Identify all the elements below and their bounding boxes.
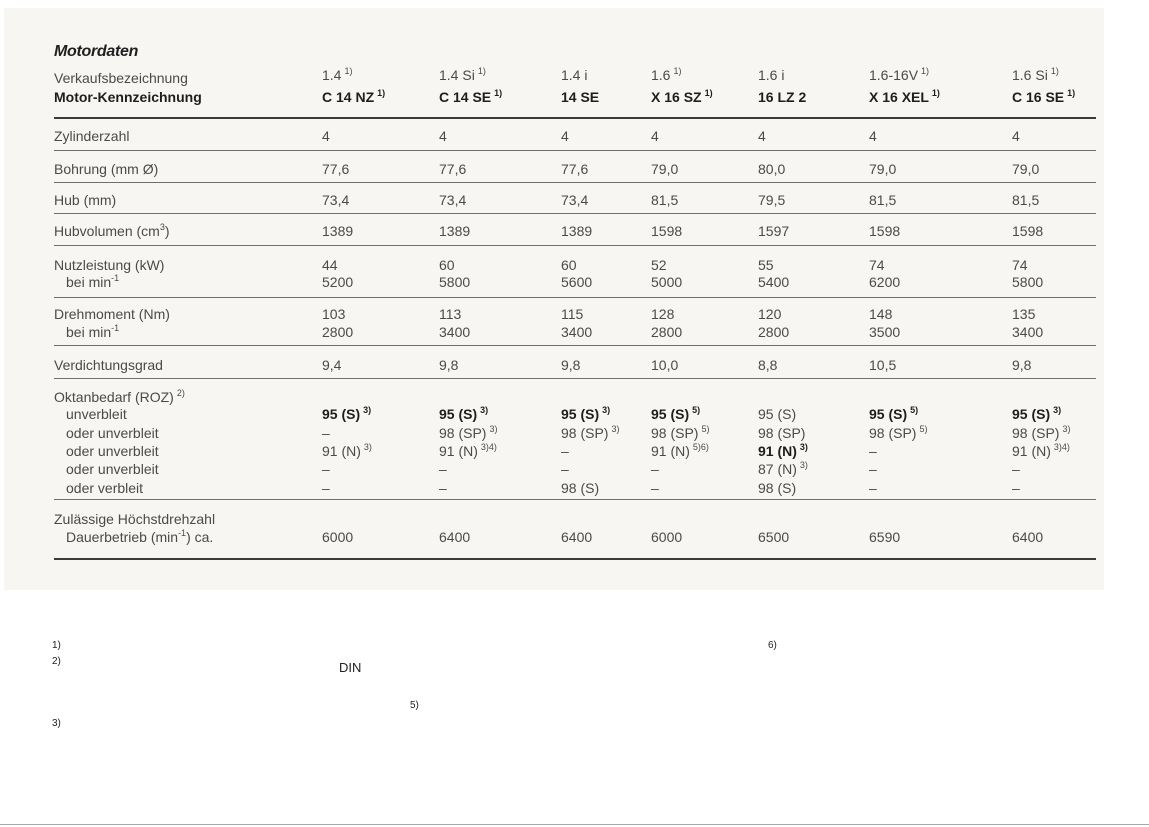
table-cell: 1598 — [869, 223, 901, 239]
row-label — [54, 356, 163, 374]
footnote-din-text: DIN — [339, 660, 362, 675]
octane-cell — [322, 460, 330, 478]
octane-cell-footnote-ref: 5) — [919, 424, 928, 434]
table-cell: 81,5 — [651, 192, 679, 208]
octane-label-footnote-ref: 2) — [176, 388, 185, 398]
table-cell: 79,0 — [1012, 161, 1040, 177]
table-cell: 6000 — [651, 529, 683, 545]
table-cell: 44 — [322, 257, 338, 273]
rpm-label: Zulässige Höchstdrehzahl — [54, 511, 216, 527]
column-engine-code-text: C 14 NZ — [322, 89, 375, 105]
octane-label-text: Oktanbedarf (ROZ) — [54, 389, 174, 405]
octane-cell-text: – — [1012, 480, 1020, 496]
row-label — [54, 127, 129, 145]
table-cell: 115 — [561, 306, 584, 322]
column-engine-code — [651, 88, 713, 106]
octane-cell-footnote-ref: 3) — [363, 442, 372, 452]
row-sublabel-superscript: -1 — [111, 323, 120, 333]
octane-cell — [651, 442, 709, 460]
table-cell: 1598 — [1012, 223, 1044, 239]
octane-cell-text: – — [439, 461, 447, 477]
column-sales-name-text: 1.4 — [322, 67, 342, 83]
octane-cell — [651, 424, 709, 442]
octane-cell — [869, 424, 927, 442]
table-cell: 77,6 — [561, 161, 589, 177]
octane-cell-footnote-ref: 5)6) — [692, 442, 709, 452]
footnote-marker-3: 3) — [52, 718, 61, 729]
octane-cell-text: – — [322, 480, 330, 496]
row-label-text: Hubvolumen (cm — [54, 223, 160, 239]
octane-cell-footnote-ref: 3) — [489, 424, 498, 434]
table-cell: 4 — [322, 128, 330, 144]
column-sales-name — [439, 66, 486, 84]
table-cell: 74 — [1012, 257, 1028, 273]
table-cell: 60 — [561, 257, 577, 273]
octane-cell-text: 95 (S) — [651, 406, 690, 422]
octane-cell-text: – — [322, 461, 330, 477]
octane-cell — [758, 479, 796, 497]
column-sales-name — [651, 66, 681, 84]
octane-cell — [561, 424, 619, 442]
octane-cell-text: 98 (S) — [561, 480, 600, 496]
row-label-tail: ) — [164, 223, 170, 239]
column-sales-name — [1012, 66, 1059, 84]
row-label-text: Hub (mm) — [54, 192, 117, 208]
octane-cell — [651, 460, 659, 478]
octane-cell-text: 95 (S) — [1012, 406, 1051, 422]
column-sales-name-text: 1.6 i — [758, 67, 785, 83]
table-cell: 3400 — [561, 324, 593, 340]
octane-cell-text: 91 (N) — [1012, 443, 1051, 459]
table-cell: 5800 — [439, 274, 471, 290]
octane-sublabel: unverbleit — [66, 406, 127, 422]
octane-cell-text: 95 (S) — [561, 406, 600, 422]
column-sales-name — [322, 66, 352, 84]
octane-cell-text: 91 (N) — [439, 443, 478, 459]
table-cell: 52 — [651, 257, 667, 273]
octane-cell — [758, 424, 805, 442]
row-divider — [54, 378, 1096, 379]
column-sales-name-text: 1.6 — [651, 67, 671, 83]
column-sales-name-footnote-ref: 1) — [344, 66, 353, 76]
table-cell: 1598 — [651, 223, 683, 239]
octane-cell — [869, 479, 877, 497]
row-label — [54, 305, 170, 323]
table-cell: 77,6 — [439, 161, 467, 177]
octane-cell-text: 95 (S) — [439, 406, 478, 422]
octane-cell-footnote-ref: 3)4) — [480, 442, 497, 452]
octane-cell — [561, 405, 610, 423]
row-divider — [54, 213, 1096, 214]
octane-cell — [869, 405, 918, 423]
octane-cell-footnote-ref: 5) — [692, 405, 701, 415]
table-cell: 74 — [869, 257, 885, 273]
table-cell: 6500 — [758, 529, 790, 545]
table-cell: 79,0 — [651, 161, 679, 177]
table-cell: 3400 — [439, 324, 471, 340]
column-sales-name-footnote-ref: 1) — [1050, 66, 1059, 76]
octane-cell — [1012, 460, 1020, 478]
column-engine-code-text: X 16 XEL — [869, 89, 929, 105]
table-cell: 6000 — [322, 529, 354, 545]
octane-cell — [758, 460, 808, 478]
column-sales-name-footnote-ref: 1) — [921, 66, 930, 76]
octane-cell — [869, 460, 877, 478]
octane-cell-text: – — [651, 480, 659, 496]
table-cell: 2800 — [651, 324, 683, 340]
table-cell: 73,4 — [561, 192, 589, 208]
row-divider — [54, 117, 1096, 119]
engine-code-label: Motor-Kennzeichnung — [54, 89, 202, 105]
table-cell: 6200 — [869, 274, 901, 290]
octane-cell — [1012, 442, 1070, 460]
octane-cell-footnote-ref: 3) — [799, 442, 808, 452]
table-cell: 8,8 — [758, 357, 778, 373]
octane-cell-text: 87 (N) — [758, 461, 797, 477]
row-divider — [54, 182, 1096, 183]
octane-cell-text: 95 (S) — [869, 406, 908, 422]
table-cell: 4 — [869, 128, 877, 144]
column-sales-name — [561, 66, 587, 84]
column-engine-code — [561, 88, 599, 106]
table-cell: 73,4 — [439, 192, 467, 208]
row-label-text: Verdichtungsgrad — [54, 357, 163, 373]
column-engine-code — [439, 88, 502, 106]
table-cell: 120 — [758, 306, 782, 322]
octane-label — [54, 388, 185, 406]
column-sales-name-text: 1.6-16V — [869, 67, 919, 83]
octane-cell-text: 95 (S) — [322, 406, 361, 422]
octane-cell — [322, 442, 372, 460]
table-cell: 9,8 — [439, 357, 459, 373]
table-cell: 80,0 — [758, 161, 786, 177]
octane-cell-footnote-ref: 3) — [480, 405, 489, 415]
column-engine-code-text: C 16 SE — [1012, 89, 1065, 105]
column-sales-name-footnote-ref: 1) — [673, 66, 682, 76]
row-label-text: Bohrung (mm Ø) — [54, 161, 159, 177]
row-sublabel — [66, 323, 119, 341]
octane-cell — [561, 460, 569, 478]
page-title: Motordaten — [54, 43, 139, 60]
rpm-sublabel-superscript: -1 — [178, 528, 187, 538]
column-sales-name-text: 1.4 Si — [439, 67, 475, 83]
octane-cell — [439, 424, 497, 442]
table-cell: 135 — [1012, 306, 1036, 322]
octane-cell — [758, 405, 796, 423]
table-cell: 77,6 — [322, 161, 350, 177]
table-cell: 5400 — [758, 274, 790, 290]
column-sales-name-text: 1.4 i — [561, 67, 588, 83]
scan-edge — [0, 824, 1149, 825]
octane-cell-text: – — [561, 461, 569, 477]
octane-cell-footnote-ref: 3)4) — [1053, 442, 1070, 452]
table-cell: 6400 — [439, 529, 471, 545]
octane-cell-text: – — [869, 461, 877, 477]
octane-cell-text: 98 (SP) — [439, 425, 487, 441]
row-divider — [54, 150, 1096, 151]
column-engine-code-footnote-ref: 1) — [1067, 88, 1076, 98]
octane-cell — [322, 424, 330, 442]
footnote-marker-6: 6) — [768, 640, 777, 651]
octane-cell-footnote-ref: 3) — [799, 460, 808, 470]
row-divider — [54, 245, 1096, 246]
column-engine-code-text: C 14 SE — [439, 89, 492, 105]
row-label — [54, 256, 164, 274]
row-label-text: Drehmoment (Nm) — [54, 306, 170, 322]
column-engine-code — [1012, 88, 1075, 106]
octane-sublabel: oder unverbleit — [66, 443, 159, 459]
column-engine-code — [758, 88, 806, 106]
row-sublabel-superscript: -1 — [111, 273, 120, 283]
column-sales-name-text: 1.6 Si — [1012, 67, 1048, 83]
table-cell: 2800 — [758, 324, 790, 340]
table-cell: 3500 — [869, 324, 901, 340]
table-cell: 79,0 — [869, 161, 897, 177]
octane-cell — [651, 405, 700, 423]
column-engine-code-text: 16 LZ 2 — [758, 89, 807, 105]
table-cell: 4 — [651, 128, 659, 144]
row-divider — [54, 499, 1096, 500]
table-cell: 4 — [439, 128, 447, 144]
rpm-sublabel-text: Dauerbetrieb (min — [66, 529, 179, 545]
octane-cell — [439, 405, 488, 423]
row-label-superscript: 3 — [159, 222, 165, 232]
table-cell: 6400 — [1012, 529, 1044, 545]
table-cell: 5600 — [561, 274, 593, 290]
column-engine-code — [869, 88, 940, 106]
octane-cell-text: 91 (N) — [322, 443, 361, 459]
table-cell: 5200 — [322, 274, 354, 290]
table-cell: 4 — [1012, 128, 1020, 144]
footnote-marker-1: 1) — [52, 640, 61, 651]
octane-cell-footnote-ref: 5) — [910, 405, 919, 415]
octane-cell-text: – — [1012, 461, 1020, 477]
row-divider — [54, 297, 1096, 298]
table-cell: 113 — [439, 306, 462, 322]
octane-cell — [439, 479, 447, 497]
table-cell: 1389 — [561, 223, 593, 239]
row-label-text: Zylinderzahl — [54, 128, 130, 144]
row-sublabel-text: bei min — [66, 324, 112, 340]
octane-cell-text: 98 (SP) — [561, 425, 609, 441]
octane-cell — [1012, 424, 1070, 442]
table-cell: 6400 — [561, 529, 593, 545]
column-sales-name — [758, 66, 784, 84]
table-cell: 81,5 — [869, 192, 897, 208]
row-divider — [54, 345, 1096, 346]
octane-cell-text: – — [561, 443, 569, 459]
octane-cell — [561, 479, 599, 497]
octane-cell-text: – — [869, 480, 877, 496]
octane-cell — [758, 442, 808, 460]
table-cell: 6590 — [869, 529, 901, 545]
table-cell: 4 — [758, 128, 766, 144]
octane-cell — [322, 479, 330, 497]
row-divider — [54, 558, 1096, 560]
octane-cell — [1012, 405, 1061, 423]
octane-cell — [651, 479, 659, 497]
row-label — [54, 160, 158, 178]
octane-cell-footnote-ref: 3) — [1062, 424, 1071, 434]
table-cell: 9,8 — [561, 357, 581, 373]
octane-cell — [439, 442, 497, 460]
octane-cell-text: 98 (SP) — [651, 425, 699, 441]
column-engine-code-footnote-ref: 1) — [494, 88, 503, 98]
octane-cell-text: 91 (N) — [758, 443, 797, 459]
row-label — [54, 222, 170, 240]
octane-cell-text: 95 (S) — [758, 406, 797, 422]
table-cell: 81,5 — [1012, 192, 1040, 208]
octane-cell-text: 98 (S) — [758, 480, 797, 496]
octane-cell-text: – — [439, 480, 447, 496]
octane-cell-footnote-ref: 3) — [1053, 405, 1062, 415]
column-engine-code-footnote-ref: 1) — [377, 88, 386, 98]
column-engine-code — [322, 88, 385, 106]
octane-cell — [1012, 479, 1020, 497]
row-sublabel — [66, 273, 119, 291]
octane-cell-text: – — [651, 461, 659, 477]
octane-cell-text: 91 (N) — [651, 443, 690, 459]
octane-cell-footnote-ref: 5) — [701, 424, 710, 434]
table-cell: 5000 — [651, 274, 683, 290]
column-engine-code-text: 14 SE — [561, 89, 600, 105]
octane-cell-text: – — [869, 443, 877, 459]
table-cell: 148 — [869, 306, 893, 322]
octane-sublabel: oder unverbleit — [66, 461, 159, 477]
column-sales-name-footnote-ref: 1) — [477, 66, 486, 76]
octane-cell — [322, 405, 371, 423]
table-cell: 5800 — [1012, 274, 1044, 290]
rpm-sublabel-tail: ) ca. — [186, 529, 214, 545]
octane-cell-text: 98 (SP) — [869, 425, 917, 441]
table-cell: 2800 — [322, 324, 354, 340]
octane-cell-text: – — [322, 425, 330, 441]
table-cell: 1597 — [758, 223, 790, 239]
table-cell: 60 — [439, 257, 455, 273]
table-cell: 10,0 — [651, 357, 679, 373]
rpm-sublabel — [66, 528, 213, 546]
table-cell: 4 — [561, 128, 569, 144]
octane-sublabel: oder verbleit — [66, 480, 144, 496]
column-engine-code-footnote-ref: 1) — [704, 88, 713, 98]
octane-cell-footnote-ref: 3) — [602, 405, 611, 415]
row-sublabel-text: bei min — [66, 274, 112, 290]
footnote-marker-5: 5) — [410, 700, 419, 711]
table-cell: 55 — [758, 257, 774, 273]
octane-cell-footnote-ref: 3) — [611, 424, 620, 434]
table-cell: 128 — [651, 306, 675, 322]
table-cell: 9,4 — [322, 357, 342, 373]
sales-name-label: Verkaufsbezeichnung — [54, 70, 188, 86]
column-engine-code-footnote-ref: 1) — [931, 88, 940, 98]
table-cell: 9,8 — [1012, 357, 1032, 373]
octane-cell — [439, 460, 447, 478]
row-label — [54, 191, 116, 209]
column-engine-code-text: X 16 SZ — [651, 89, 702, 105]
footnote-marker-2: 2) — [52, 656, 61, 667]
octane-sublabel: oder unverbleit — [66, 425, 159, 441]
table-cell: 3400 — [1012, 324, 1044, 340]
octane-cell-text: 98 (SP) — [1012, 425, 1060, 441]
table-cell: 103 — [322, 306, 346, 322]
octane-cell — [869, 442, 877, 460]
column-sales-name — [869, 66, 929, 84]
table-cell: 73,4 — [322, 192, 350, 208]
octane-cell-footnote-ref: 3) — [363, 405, 372, 415]
row-label-text: Nutzleistung (kW) — [54, 257, 165, 273]
table-cell: 1389 — [439, 223, 471, 239]
octane-cell — [561, 442, 569, 460]
table-cell: 1389 — [322, 223, 354, 239]
octane-cell-text: 98 (SP) — [758, 425, 806, 441]
table-cell: 79,5 — [758, 192, 786, 208]
table-cell: 10,5 — [869, 357, 897, 373]
